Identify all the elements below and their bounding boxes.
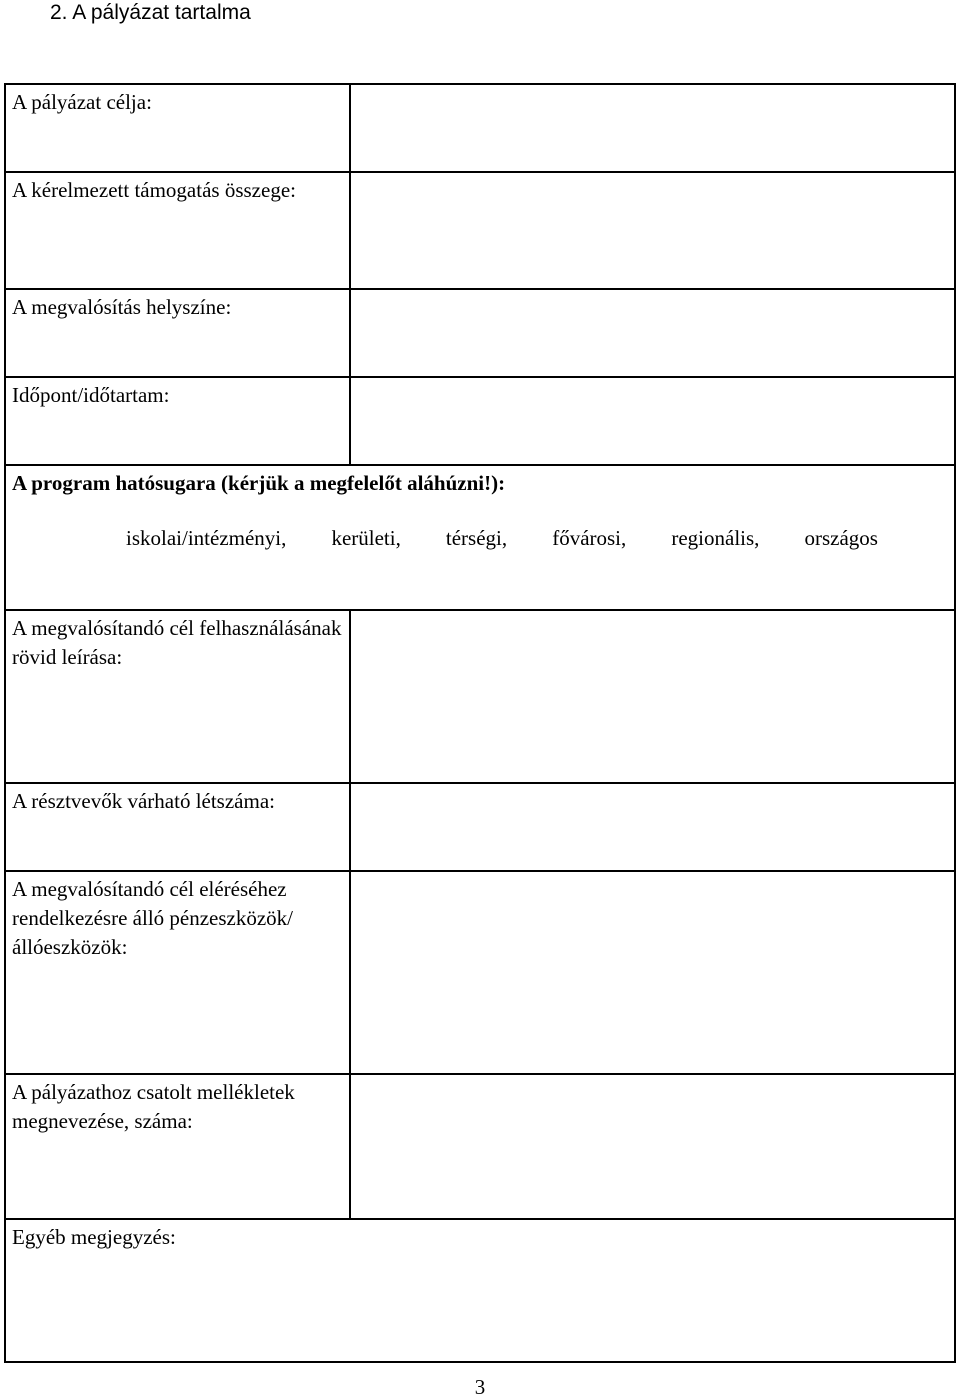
row-amount [6,173,954,290]
participants-label: A résztvevők várható létszáma: [12,789,275,813]
row-goal [6,85,954,173]
attachments-label: A pályázathoz csatolt mellékletek megnevezése, száma: [12,1080,295,1133]
scope-option-regional[interactable]: regionális, [671,526,760,550]
row-location [6,290,954,378]
resources-label: A megvalósítandó cél eléréséhez rendelkezésre álló pénzeszközök/állóeszközök: [12,877,294,959]
row-resources [6,872,954,1075]
location-label: A megvalósítás helyszíne: [12,295,232,319]
row-participants [6,784,954,872]
scope-option-school[interactable]: iskolai/intézményi, [126,526,287,550]
application-content-form [4,83,956,1363]
row-other [6,1220,954,1361]
goal-label: A pályázat célja: [12,90,152,114]
timeframe-field[interactable] [349,378,954,464]
row-timeframe [6,378,954,466]
section-title: 2. A pályázat tartalma [50,1,251,24]
amount-field[interactable] [349,173,954,288]
other-label: Egyéb megjegyzés: [12,1225,176,1249]
scope-option-national[interactable]: országos [804,526,878,550]
scope-option-area[interactable]: térségi, [445,526,508,550]
amount-label: A kérelmezett támogatás összege: [12,178,296,202]
row-scope [6,466,954,611]
scope-option-capital[interactable]: fővárosi, [552,526,627,550]
resources-field[interactable] [349,872,954,1073]
row-attachments [6,1075,954,1220]
scope-option-district[interactable]: kerületi, [331,526,401,550]
row-usage [6,611,954,784]
usage-field[interactable] [349,611,954,782]
page-number: 3 [474,1375,486,1399]
scope-options [126,524,878,553]
goal-field[interactable] [349,85,954,171]
usage-label: A megvalósítandó cél felhasználásának rövid leírása: [12,616,342,669]
attachments-field[interactable] [349,1075,954,1218]
timeframe-label: Időpont/időtartam: [12,383,170,407]
participants-field[interactable] [349,784,954,870]
scope-label: A program hatósugara (kérjük a megfelelőt aláhúzni!): [12,471,506,495]
location-field[interactable] [349,290,954,376]
